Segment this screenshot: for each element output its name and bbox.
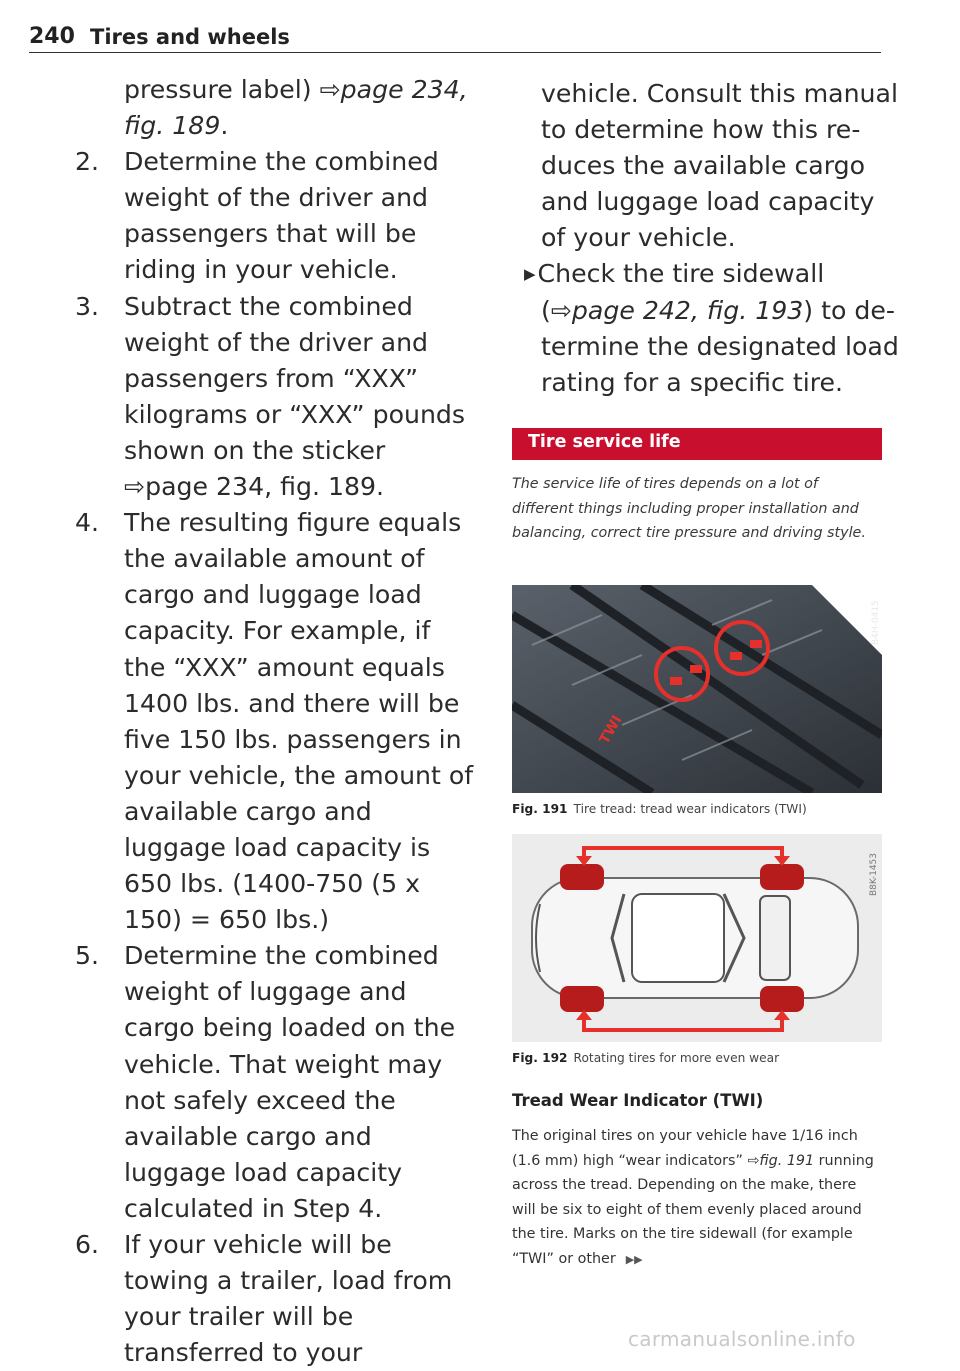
- car-rotation-illustration: [512, 834, 882, 1042]
- step-1-continuation: pressure label) ⇨page 234, fig. 189.: [124, 75, 468, 141]
- list-item: 3. Subtract the combined weight of the driver and passengers from “XXX” kilograms or “XXX” pounds shown on the sticker ⇨page 234, fig. 189.: [75, 291, 466, 502]
- figure-code: B8K-1453: [869, 852, 879, 896]
- triangle-bullet-icon: ▶: [524, 265, 536, 284]
- figure-caption: Fig. 191 Tire tread: tread wear indicators (TWI): [512, 802, 807, 816]
- figure-code: B4H-0415: [871, 600, 881, 645]
- figure-191: [512, 585, 882, 816]
- subsection-heading: Tread Wear Indicator (TWI): [512, 1091, 764, 1110]
- twi-paragraph: The original tires on your vehicle have 1/16 inch (1.6 mm) high “wear indicators” ⇨fig. 191 running across the tread. Depending on the make, there will be six to eight of them evenly placed around the tire. Marks on the tire sidewall (for example “TWI” or other ▶▶: [512, 1128, 874, 1267]
- page-reference-link[interactable]: ⇨page 242, fig. 193: [550, 295, 804, 325]
- list-item: 5. Determine the combined weight of luggage and cargo being loaded on the vehicle. That weight may not safely exceed the available cargo and luggage load capacity calculated in Step 4.: [75, 941, 456, 1223]
- page-reference-link[interactable]: ⇨page 234, fig. 189: [124, 75, 468, 141]
- action-item: ▶Check the tire sidewall (⇨page 242, fig. 193) to determine the designated load rating for a specific tire.: [524, 259, 899, 397]
- tire-tread-illustration: [512, 585, 882, 793]
- page-number: 240: [29, 24, 75, 49]
- list-item: 2. Determine the combined weight of the driver and passengers that will be riding in your vehicle.: [75, 147, 439, 285]
- left-column: [75, 72, 475, 1371]
- figure-192: [512, 834, 882, 1065]
- twi-sidewall-mark: TWI: [596, 712, 626, 747]
- watermark: carmanualsonline.info: [628, 1327, 856, 1351]
- figure-reference-link[interactable]: ⇨fig. 191: [747, 1152, 815, 1169]
- steps-list: [75, 144, 475, 1371]
- page-header: [29, 22, 881, 53]
- section-intro: The service life of tires depends on a lot of different things including proper installation and balancing, correct tire pressure and driving style.: [512, 476, 866, 541]
- right-column-text: [524, 76, 901, 401]
- figure-caption: Fig. 192 Rotating tires for more even wear: [512, 1051, 780, 1065]
- section-title: Tires and wheels: [90, 25, 290, 49]
- continued-paragraph: vehicle. Consult this manual to determine how this reduces the available cargo and luggage load capacity of your vehicle.: [541, 79, 898, 253]
- list-item: 4. The resulting figure equals the available amount of cargo and luggage load capacity. For example, if the “XXX” amount equals 1400 lbs. and there will be five 150 lbs. passengers in your vehicle, the amount of available cargo and luggage load capacity is 650 lbs. (1400-750 (5 x 150) = 650 lbs.): [75, 508, 474, 935]
- continue-arrow-icon: ▶▶: [625, 1252, 643, 1266]
- list-item: 6. If your vehicle will be towing a trailer, load from your trailer will be transferred to your: [75, 1230, 453, 1368]
- section-heading-bar: Tire service life: [512, 428, 882, 460]
